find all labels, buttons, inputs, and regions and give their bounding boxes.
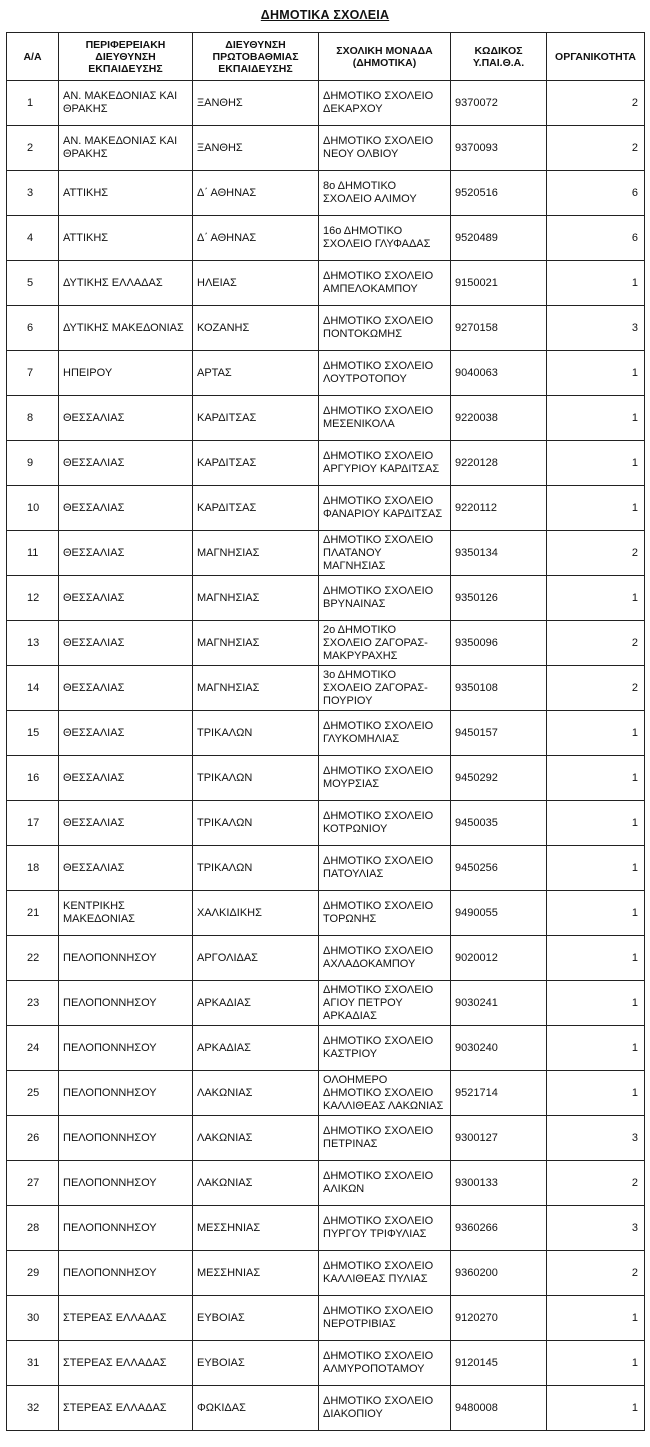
cell-aa: 2 bbox=[7, 126, 59, 171]
cell-school: ΔΗΜΟΤΙΚΟ ΣΧΟΛΕΙΟ ΠΑΤΟΥΛΙΑΣ bbox=[319, 846, 451, 891]
cell-aa: 24 bbox=[7, 1026, 59, 1071]
cell-aa: 16 bbox=[7, 756, 59, 801]
cell-code: 9300133 bbox=[451, 1161, 547, 1206]
cell-region: ΘΕΣΣΑΛΙΑΣ bbox=[59, 801, 193, 846]
cell-capacity: 3 bbox=[547, 306, 645, 351]
cell-directorate: ΤΡΙΚΑΛΩΝ bbox=[193, 801, 319, 846]
table-row bbox=[7, 1386, 645, 1431]
cell-directorate: ΑΡΚΑΔΙΑΣ bbox=[193, 981, 319, 1026]
cell-capacity: 1 bbox=[547, 801, 645, 846]
table-row bbox=[7, 756, 645, 801]
cell-region: ΠΕΛΟΠΟΝΝΗΣΟΥ bbox=[59, 936, 193, 981]
cell-aa: 27 bbox=[7, 1161, 59, 1206]
schools-table bbox=[6, 32, 645, 1431]
cell-region: ΑΝ. ΜΑΚΕΔΟΝΙΑΣ ΚΑΙ ΘΡΑΚΗΣ bbox=[59, 126, 193, 171]
table-row bbox=[7, 1206, 645, 1251]
cell-school: ΔΗΜΟΤΙΚΟ ΣΧΟΛΕΙΟ ΠΕΤΡΙΝΑΣ bbox=[319, 1116, 451, 1161]
cell-school: ΔΗΜΟΤΙΚΟ ΣΧΟΛΕΙΟ ΑΛΙΚΩΝ bbox=[319, 1161, 451, 1206]
cell-capacity: 2 bbox=[547, 1251, 645, 1296]
cell-school: ΔΗΜΟΤΙΚΟ ΣΧΟΛΕΙΟ ΔΕΚΑΡΧΟΥ bbox=[319, 81, 451, 126]
cell-capacity: 2 bbox=[547, 126, 645, 171]
cell-directorate: Δ΄ ΑΘΗΝΑΣ bbox=[193, 171, 319, 216]
cell-directorate: ΜΕΣΣΗΝΙΑΣ bbox=[193, 1206, 319, 1251]
cell-code: 9350096 bbox=[451, 621, 547, 666]
cell-directorate: ΛΑΚΩΝΙΑΣ bbox=[193, 1116, 319, 1161]
cell-school: 16ο ΔΗΜΟΤΙΚΟ ΣΧΟΛΕΙΟ ΓΛΥΦΑΔΑΣ bbox=[319, 216, 451, 261]
cell-aa: 6 bbox=[7, 306, 59, 351]
cell-aa: 28 bbox=[7, 1206, 59, 1251]
cell-directorate: ΕΥΒΟΙΑΣ bbox=[193, 1296, 319, 1341]
cell-code: 9360266 bbox=[451, 1206, 547, 1251]
cell-code: 9490055 bbox=[451, 891, 547, 936]
cell-code: 9120270 bbox=[451, 1296, 547, 1341]
cell-region: ΠΕΛΟΠΟΝΝΗΣΟΥ bbox=[59, 1251, 193, 1296]
cell-capacity: 1 bbox=[547, 981, 645, 1026]
cell-school: ΔΗΜΟΤΙΚΟ ΣΧΟΛΕΙΟ ΦΑΝΑΡΙΟΥ ΚΑΡΔΙΤΣΑΣ bbox=[319, 486, 451, 531]
cell-directorate: ΛΑΚΩΝΙΑΣ bbox=[193, 1161, 319, 1206]
table-row bbox=[7, 936, 645, 981]
table-row bbox=[7, 801, 645, 846]
cell-aa: 25 bbox=[7, 1071, 59, 1116]
cell-school: ΔΗΜΟΤΙΚΟ ΣΧΟΛΕΙΟ ΚΟΤΡΩΝΙΟΥ bbox=[319, 801, 451, 846]
cell-region: ΣΤΕΡΕΑΣ ΕΛΛΑΔΑΣ bbox=[59, 1386, 193, 1431]
cell-school: ΔΗΜΟΤΙΚΟ ΣΧΟΛΕΙΟ ΑΓΙΟΥ ΠΕΤΡΟΥ ΑΡΚΑΔΙΑΣ bbox=[319, 981, 451, 1026]
cell-code: 9030240 bbox=[451, 1026, 547, 1071]
cell-region: ΠΕΛΟΠΟΝΝΗΣΟΥ bbox=[59, 1116, 193, 1161]
header-capacity: ΟΡΓΑΝΙΚΟΤΗΤΑ bbox=[547, 33, 645, 81]
cell-code: 9350134 bbox=[451, 531, 547, 576]
cell-directorate: ΚΟΖΑΝΗΣ bbox=[193, 306, 319, 351]
cell-aa: 15 bbox=[7, 711, 59, 756]
cell-region: ΑΝ. ΜΑΚΕΔΟΝΙΑΣ ΚΑΙ ΘΡΑΚΗΣ bbox=[59, 81, 193, 126]
cell-aa: 3 bbox=[7, 171, 59, 216]
cell-school: ΔΗΜΟΤΙΚΟ ΣΧΟΛΕΙΟ ΑΜΠΕΛΟΚΑΜΠΟΥ bbox=[319, 261, 451, 306]
cell-code: 9370093 bbox=[451, 126, 547, 171]
cell-aa: 12 bbox=[7, 576, 59, 621]
table-header-row bbox=[7, 33, 645, 81]
table-row bbox=[7, 81, 645, 126]
cell-school: ΔΗΜΟΤΙΚΟ ΣΧΟΛΕΙΟ ΝΕΟΥ ΟΛΒΙΟΥ bbox=[319, 126, 451, 171]
cell-region: ΘΕΣΣΑΛΙΑΣ bbox=[59, 396, 193, 441]
table-body bbox=[7, 81, 645, 1431]
cell-school: ΔΗΜΟΤΙΚΟ ΣΧΟΛΕΙΟ ΑΛΜΥΡΟΠΟΤΑΜΟΥ bbox=[319, 1341, 451, 1386]
cell-aa: 14 bbox=[7, 666, 59, 711]
cell-code: 9360200 bbox=[451, 1251, 547, 1296]
cell-capacity: 1 bbox=[547, 351, 645, 396]
cell-aa: 8 bbox=[7, 396, 59, 441]
cell-region: ΘΕΣΣΑΛΙΑΣ bbox=[59, 846, 193, 891]
cell-code: 9270158 bbox=[451, 306, 547, 351]
cell-region: ΠΕΛΟΠΟΝΝΗΣΟΥ bbox=[59, 1026, 193, 1071]
cell-aa: 10 bbox=[7, 486, 59, 531]
cell-aa: 4 bbox=[7, 216, 59, 261]
cell-region: ΑΤΤΙΚΗΣ bbox=[59, 171, 193, 216]
cell-region: ΘΕΣΣΑΛΙΑΣ bbox=[59, 576, 193, 621]
cell-code: 9040063 bbox=[451, 351, 547, 396]
cell-region: ΠΕΛΟΠΟΝΝΗΣΟΥ bbox=[59, 981, 193, 1026]
cell-directorate: Δ΄ ΑΘΗΝΑΣ bbox=[193, 216, 319, 261]
header-aa: Α/Α bbox=[7, 33, 59, 81]
cell-capacity: 1 bbox=[547, 576, 645, 621]
table-row bbox=[7, 1296, 645, 1341]
table-row bbox=[7, 486, 645, 531]
cell-directorate: ΦΩΚΙΔΑΣ bbox=[193, 1386, 319, 1431]
cell-region: ΘΕΣΣΑΛΙΑΣ bbox=[59, 486, 193, 531]
cell-code: 9370072 bbox=[451, 81, 547, 126]
header-region: ΠΕΡΙΦΕΡΕΙΑΚΗ ΔΙΕΥΘΥΝΣΗ ΕΚΠΑΙΔΕΥΣΗΣ bbox=[59, 33, 193, 81]
cell-directorate: ΚΑΡΔΙΤΣΑΣ bbox=[193, 486, 319, 531]
cell-directorate: ΚΑΡΔΙΤΣΑΣ bbox=[193, 441, 319, 486]
cell-school: ΔΗΜΟΤΙΚΟ ΣΧΟΛΕΙΟ ΠΟΝΤΟΚΩΜΗΣ bbox=[319, 306, 451, 351]
cell-region: ΘΕΣΣΑΛΙΑΣ bbox=[59, 441, 193, 486]
table-row bbox=[7, 576, 645, 621]
cell-capacity: 1 bbox=[547, 441, 645, 486]
cell-region: ΘΕΣΣΑΛΙΑΣ bbox=[59, 711, 193, 756]
cell-region: ΠΕΛΟΠΟΝΝΗΣΟΥ bbox=[59, 1161, 193, 1206]
table-row bbox=[7, 711, 645, 756]
cell-code: 9480008 bbox=[451, 1386, 547, 1431]
cell-region: ΣΤΕΡΕΑΣ ΕΛΛΑΔΑΣ bbox=[59, 1296, 193, 1341]
cell-aa: 29 bbox=[7, 1251, 59, 1296]
cell-capacity: 2 bbox=[547, 666, 645, 711]
cell-code: 9350108 bbox=[451, 666, 547, 711]
table-row bbox=[7, 1116, 645, 1161]
cell-capacity: 2 bbox=[547, 1161, 645, 1206]
cell-aa: 30 bbox=[7, 1296, 59, 1341]
cell-capacity: 1 bbox=[547, 846, 645, 891]
cell-capacity: 6 bbox=[547, 171, 645, 216]
table-row bbox=[7, 396, 645, 441]
cell-directorate: ΛΑΚΩΝΙΑΣ bbox=[193, 1071, 319, 1116]
cell-school: ΔΗΜΟΤΙΚΟ ΣΧΟΛΕΙΟ ΒΡΥΝΑΙΝΑΣ bbox=[319, 576, 451, 621]
table-row bbox=[7, 666, 645, 711]
cell-region: ΠΕΛΟΠΟΝΝΗΣΟΥ bbox=[59, 1206, 193, 1251]
cell-directorate: ΜΑΓΝΗΣΙΑΣ bbox=[193, 666, 319, 711]
cell-directorate: ΜΑΓΝΗΣΙΑΣ bbox=[193, 576, 319, 621]
table-row bbox=[7, 441, 645, 486]
cell-school: ΔΗΜΟΤΙΚΟ ΣΧΟΛΕΙΟ ΔΙΑΚΟΠΙΟΥ bbox=[319, 1386, 451, 1431]
table-row bbox=[7, 351, 645, 396]
cell-region: ΘΕΣΣΑΛΙΑΣ bbox=[59, 666, 193, 711]
cell-capacity: 3 bbox=[547, 1116, 645, 1161]
cell-directorate: ΜΕΣΣΗΝΙΑΣ bbox=[193, 1251, 319, 1296]
table-row bbox=[7, 621, 645, 666]
cell-capacity: 1 bbox=[547, 1026, 645, 1071]
cell-capacity: 6 bbox=[547, 216, 645, 261]
table-row bbox=[7, 261, 645, 306]
header-school: ΣΧΟΛΙΚΗ ΜΟΝΑΔΑ (ΔΗΜΟΤΙΚΑ) bbox=[319, 33, 451, 81]
cell-aa: 23 bbox=[7, 981, 59, 1026]
cell-aa: 13 bbox=[7, 621, 59, 666]
cell-capacity: 1 bbox=[547, 486, 645, 531]
cell-region: ΚΕΝΤΡΙΚΗΣ ΜΑΚΕΔΟΝΙΑΣ bbox=[59, 891, 193, 936]
cell-aa: 22 bbox=[7, 936, 59, 981]
cell-directorate: ΤΡΙΚΑΛΩΝ bbox=[193, 711, 319, 756]
cell-capacity: 1 bbox=[547, 756, 645, 801]
cell-school: ΔΗΜΟΤΙΚΟ ΣΧΟΛΕΙΟ ΓΛΥΚΟΜΗΛΙΑΣ bbox=[319, 711, 451, 756]
cell-school: ΔΗΜΟΤΙΚΟ ΣΧΟΛΕΙΟ ΜΟΥΡΣΙΑΣ bbox=[319, 756, 451, 801]
cell-capacity: 1 bbox=[547, 891, 645, 936]
cell-directorate: ΕΥΒΟΙΑΣ bbox=[193, 1341, 319, 1386]
cell-aa: 7 bbox=[7, 351, 59, 396]
cell-capacity: 1 bbox=[547, 396, 645, 441]
cell-code: 9220038 bbox=[451, 396, 547, 441]
table-row bbox=[7, 531, 645, 576]
cell-capacity: 1 bbox=[547, 1341, 645, 1386]
cell-directorate: ΤΡΙΚΑΛΩΝ bbox=[193, 846, 319, 891]
table-row bbox=[7, 891, 645, 936]
cell-school: ΔΗΜΟΤΙΚΟ ΣΧΟΛΕΙΟ ΚΑΛΛΙΘΕΑΣ ΠΥΛΙΑΣ bbox=[319, 1251, 451, 1296]
cell-aa: 11 bbox=[7, 531, 59, 576]
cell-capacity: 1 bbox=[547, 1386, 645, 1431]
cell-directorate: ΚΑΡΔΙΤΣΑΣ bbox=[193, 396, 319, 441]
cell-school: ΔΗΜΟΤΙΚΟ ΣΧΟΛΕΙΟ ΑΡΓΥΡΙΟΥ ΚΑΡΔΙΤΣΑΣ bbox=[319, 441, 451, 486]
cell-directorate: ΤΡΙΚΑΛΩΝ bbox=[193, 756, 319, 801]
cell-region: ΠΕΛΟΠΟΝΝΗΣΟΥ bbox=[59, 1071, 193, 1116]
cell-directorate: ΑΡΚΑΔΙΑΣ bbox=[193, 1026, 319, 1071]
table-row bbox=[7, 171, 645, 216]
cell-capacity: 2 bbox=[547, 621, 645, 666]
table-row bbox=[7, 1071, 645, 1116]
cell-directorate: ΧΑΛΚΙΔΙΚΗΣ bbox=[193, 891, 319, 936]
table-row bbox=[7, 981, 645, 1026]
cell-school: ΔΗΜΟΤΙΚΟ ΣΧΟΛΕΙΟ ΤΟΡΩΝΗΣ bbox=[319, 891, 451, 936]
cell-capacity: 2 bbox=[547, 81, 645, 126]
cell-school: ΔΗΜΟΤΙΚΟ ΣΧΟΛΕΙΟ ΠΥΡΓΟΥ ΤΡΙΦΥΛΙΑΣ bbox=[319, 1206, 451, 1251]
cell-school: ΟΛΟΗΜΕΡΟ ΔΗΜΟΤΙΚΟ ΣΧΟΛΕΙΟ ΚΑΛΛΙΘΕΑΣ ΛΑΚΩΝΙΑΣ bbox=[319, 1071, 451, 1116]
table-row bbox=[7, 216, 645, 261]
cell-code: 9521714 bbox=[451, 1071, 547, 1116]
cell-capacity: 2 bbox=[547, 531, 645, 576]
cell-region: ΔΥΤΙΚΗΣ ΕΛΛΑΔΑΣ bbox=[59, 261, 193, 306]
cell-aa: 31 bbox=[7, 1341, 59, 1386]
cell-aa: 17 bbox=[7, 801, 59, 846]
document-title: ΔΗΜΟΤΙΚΑ ΣΧΟΛΕΙΑ bbox=[260, 8, 390, 22]
header-directorate: ΔΙΕΥΘΥΝΣΗ ΠΡΩΤΟΒΑΘΜΙΑΣ ΕΚΠΑΙΔΕΥΣΗΣ bbox=[193, 33, 319, 81]
cell-directorate: ΜΑΓΝΗΣΙΑΣ bbox=[193, 531, 319, 576]
cell-capacity: 1 bbox=[547, 711, 645, 756]
cell-region: ΘΕΣΣΑΛΙΑΣ bbox=[59, 756, 193, 801]
cell-aa: 32 bbox=[7, 1386, 59, 1431]
cell-school: ΔΗΜΟΤΙΚΟ ΣΧΟΛΕΙΟ ΚΑΣΤΡΙΟΥ bbox=[319, 1026, 451, 1071]
cell-code: 9450292 bbox=[451, 756, 547, 801]
cell-aa: 5 bbox=[7, 261, 59, 306]
cell-aa: 18 bbox=[7, 846, 59, 891]
cell-code: 9300127 bbox=[451, 1116, 547, 1161]
cell-code: 9350126 bbox=[451, 576, 547, 621]
cell-region: ΣΤΕΡΕΑΣ ΕΛΛΑΔΑΣ bbox=[59, 1341, 193, 1386]
header-code: ΚΩΔΙΚΟΣ Υ.ΠΑΙ.Θ.Α. bbox=[451, 33, 547, 81]
cell-code: 9520516 bbox=[451, 171, 547, 216]
cell-school: 3ο ΔΗΜΟΤΙΚΟ ΣΧΟΛΕΙΟ ΖΑΓΟΡΑΣ-ΠΟΥΡΙΟΥ bbox=[319, 666, 451, 711]
table-row bbox=[7, 1341, 645, 1386]
cell-code: 9520489 bbox=[451, 216, 547, 261]
cell-directorate: ΞΑΝΘΗΣ bbox=[193, 81, 319, 126]
cell-code: 9120145 bbox=[451, 1341, 547, 1386]
cell-aa: 26 bbox=[7, 1116, 59, 1161]
cell-school: ΔΗΜΟΤΙΚΟ ΣΧΟΛΕΙΟ ΠΛΑΤΑΝΟΥ ΜΑΓΝΗΣΙΑΣ bbox=[319, 531, 451, 576]
cell-region: ΘΕΣΣΑΛΙΑΣ bbox=[59, 531, 193, 576]
cell-aa: 21 bbox=[7, 891, 59, 936]
cell-directorate: ΞΑΝΘΗΣ bbox=[193, 126, 319, 171]
cell-code: 9450157 bbox=[451, 711, 547, 756]
cell-school: ΔΗΜΟΤΙΚΟ ΣΧΟΛΕΙΟ ΑΧΛΑΔΟΚΑΜΠΟΥ bbox=[319, 936, 451, 981]
cell-directorate: ΑΡΤΑΣ bbox=[193, 351, 319, 396]
cell-capacity: 1 bbox=[547, 1071, 645, 1116]
cell-code: 9450256 bbox=[451, 846, 547, 891]
table-row bbox=[7, 1026, 645, 1071]
cell-school: ΔΗΜΟΤΙΚΟ ΣΧΟΛΕΙΟ ΛΟΥΤΡΟΤΟΠΟΥ bbox=[319, 351, 451, 396]
cell-region: ΗΠΕΙΡΟΥ bbox=[59, 351, 193, 396]
cell-capacity: 1 bbox=[547, 261, 645, 306]
cell-capacity: 1 bbox=[547, 936, 645, 981]
cell-school: ΔΗΜΟΤΙΚΟ ΣΧΟΛΕΙΟ ΜΕΣΕΝΙΚΟΛΑ bbox=[319, 396, 451, 441]
cell-capacity: 1 bbox=[547, 1296, 645, 1341]
cell-code: 9150021 bbox=[451, 261, 547, 306]
table-row bbox=[7, 1251, 645, 1296]
cell-aa: 9 bbox=[7, 441, 59, 486]
table-row bbox=[7, 126, 645, 171]
cell-code: 9220128 bbox=[451, 441, 547, 486]
cell-school: 8ο ΔΗΜΟΤΙΚΟ ΣΧΟΛΕΙΟ ΑΛΙΜΟΥ bbox=[319, 171, 451, 216]
cell-code: 9020012 bbox=[451, 936, 547, 981]
cell-region: ΔΥΤΙΚΗΣ ΜΑΚΕΔΟΝΙΑΣ bbox=[59, 306, 193, 351]
cell-code: 9220112 bbox=[451, 486, 547, 531]
cell-code: 9450035 bbox=[451, 801, 547, 846]
cell-directorate: ΜΑΓΝΗΣΙΑΣ bbox=[193, 621, 319, 666]
cell-school: 2ο ΔΗΜΟΤΙΚΟ ΣΧΟΛΕΙΟ ΖΑΓΟΡΑΣ-ΜΑΚΡΥΡΑΧΗΣ bbox=[319, 621, 451, 666]
cell-school: ΔΗΜΟΤΙΚΟ ΣΧΟΛΕΙΟ ΝΕΡΟΤΡΙΒΙΑΣ bbox=[319, 1296, 451, 1341]
table-row bbox=[7, 306, 645, 351]
cell-aa: 1 bbox=[7, 81, 59, 126]
cell-code: 9030241 bbox=[451, 981, 547, 1026]
cell-directorate: ΑΡΓΟΛΙΔΑΣ bbox=[193, 936, 319, 981]
table-row bbox=[7, 846, 645, 891]
cell-region: ΑΤΤΙΚΗΣ bbox=[59, 216, 193, 261]
cell-capacity: 3 bbox=[547, 1206, 645, 1251]
table-row bbox=[7, 1161, 645, 1206]
cell-region: ΘΕΣΣΑΛΙΑΣ bbox=[59, 621, 193, 666]
cell-directorate: ΗΛΕΙΑΣ bbox=[193, 261, 319, 306]
